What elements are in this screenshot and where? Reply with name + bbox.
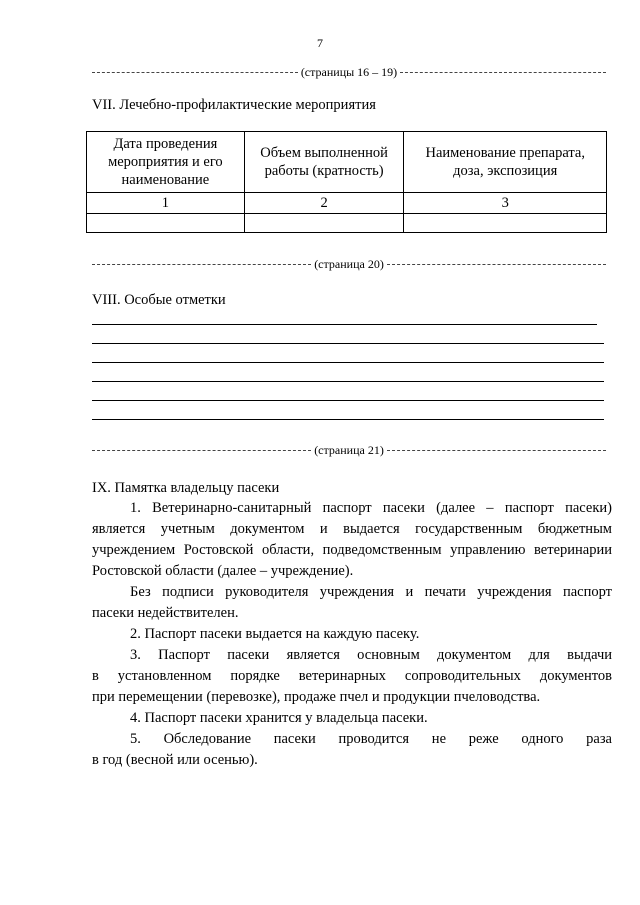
table-col-number: 3 [404,193,607,214]
memo-paragraph-1-line: является учетным документом и выдается государственным бюджетным [92,521,612,537]
table-col-number: 2 [244,193,404,214]
memo-paragraph-1-line: 1. Ветеринарно-санитарный паспорт пасеки (далее – паспорт пасеки) [130,500,612,516]
page-range-separator [92,65,606,79]
dashed-line [92,72,298,73]
section-7-title: VII. Лечебно-профилактические мероприятия [92,97,376,113]
section-9-title: IX. Памятка владельцу пасеки [92,480,280,496]
page-range-separator [92,257,606,271]
memo-paragraph-6-line: 5. Обследование пасеки проводится не реже одного раза [130,731,612,747]
section-8-title: VIII. Особые отметки [92,292,226,308]
memo-paragraph-4-line: при перемещении (перевозке), продаже пчел и продукции пчеловодства. [92,689,541,705]
writing-line [92,324,597,325]
memo-paragraph-3: 2. Паспорт пасеки выдается на каждую пасеку. [130,626,420,642]
page-range-label: (страница 21) [314,442,384,457]
table-header-date: Дата проведения мероприятия и его наименование [87,132,245,193]
writing-line [92,362,604,363]
dashed-line [387,264,606,265]
memo-paragraph-2-line: пасеки недействителен. [92,605,239,621]
table-number-row [87,193,607,214]
treatment-table [86,131,607,233]
writing-line [92,419,604,420]
memo-paragraph-4-line: 3. Паспорт пасеки является основным документом для выдачи [130,647,612,663]
table-header-volume: Объем выполненной работы (кратность) [244,132,404,193]
page-range-label: (страницы 16 – 19) [300,64,398,79]
table-empty-row [87,214,607,233]
dashed-line [387,450,606,451]
table-cell [87,214,245,233]
page-range-label: (страница 20) [314,256,384,271]
table-cell [244,214,404,233]
page-range-separator [92,443,606,457]
table-header-row [87,132,607,193]
table-cell [404,214,607,233]
writing-line [92,343,604,344]
page-number: 7 [317,36,323,50]
memo-paragraph-2-line: Без подписи руководителя учреждения и печати учреждения паспорт [130,584,612,600]
table-header-drug: Наименование препарата, доза, экспозиция [404,132,607,193]
dashed-line [400,72,606,73]
dashed-line [92,264,311,265]
writing-line [92,381,604,382]
memo-paragraph-5: 4. Паспорт пасеки хранится у владельца пасеки. [130,710,428,726]
table-col-number: 1 [87,193,245,214]
dashed-line [92,450,311,451]
writing-line [92,400,604,401]
memo-paragraph-4-line: в установленном порядке ветеринарных сопроводительных документов [92,668,612,684]
memo-paragraph-1-line: учреждением Ростовской области, подведомственным управлению ветеринарии [92,542,612,558]
memo-paragraph-1-line: Ростовской области (далее – учреждение). [92,563,354,579]
memo-paragraph-6-line: в год (весной или осенью). [92,752,258,768]
